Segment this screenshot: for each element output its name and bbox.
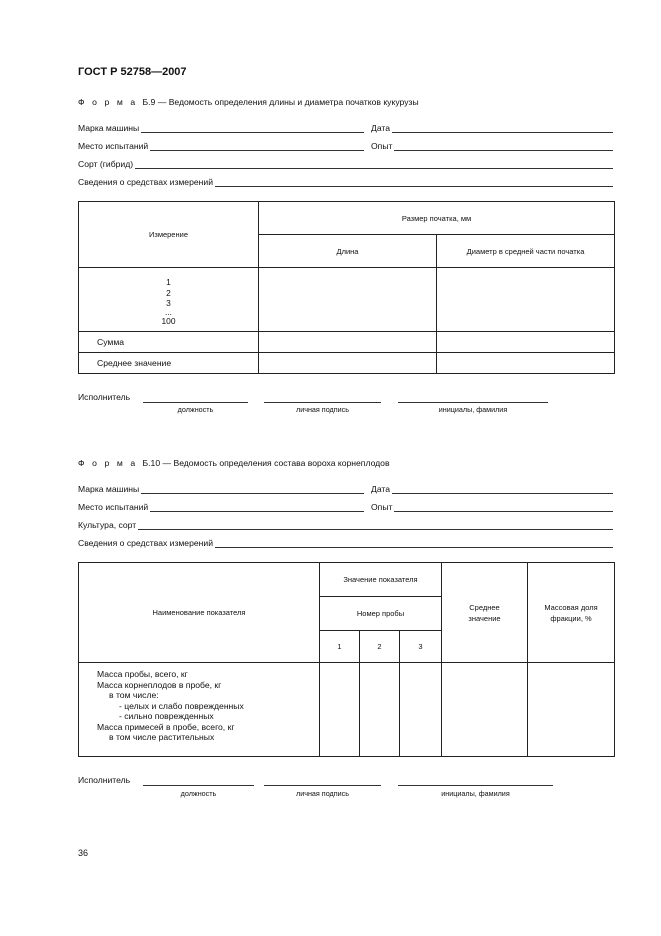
form9-position-line[interactable] <box>143 401 248 403</box>
page-number: 36 <box>78 848 89 858</box>
form9-executor-label: Исполнитель <box>78 392 131 402</box>
form9-label: Ф о р м а <box>78 97 138 107</box>
form9-col-size: Размер початка, мм <box>259 202 615 235</box>
form9-position-caption: должность <box>177 405 214 414</box>
form9-table <box>78 201 615 374</box>
form10-sample-2: 2 <box>360 631 400 663</box>
form10-label: Ф о р м а <box>78 458 138 468</box>
form10-col-mass-fraction-text: Массовая доля фракции, % <box>544 602 598 623</box>
form10-mass-fraction-cell[interactable] <box>528 663 615 757</box>
form9-variety-label: Сорт (гибрид) <box>78 159 134 169</box>
form9-instruments-field[interactable] <box>78 177 613 187</box>
form9-place-label: Место испытаний <box>78 141 149 151</box>
form9-date-label: Дата <box>371 123 391 133</box>
form10-col-value: Значение показателя <box>320 563 442 597</box>
list-item: 100 <box>161 315 176 326</box>
form9-machine-label: Марка машины <box>78 123 140 133</box>
form9-experiment-field[interactable] <box>371 141 613 151</box>
form10-title <box>78 458 390 468</box>
form9-title <box>78 97 419 107</box>
form10-col-name: Наименование показателя <box>79 563 320 663</box>
form10-initials-caption: инициалы, фамилия <box>441 789 510 798</box>
form9-measurement-list <box>79 268 259 332</box>
form10-col-mean-text: Среднее значение <box>468 602 501 623</box>
form9-variety-field[interactable] <box>78 159 613 169</box>
form10-executor-label: Исполнитель <box>78 775 131 785</box>
form9-sum-diameter-cell[interactable] <box>437 332 615 353</box>
form9-title-text: Б.9 — Ведомость определения длины и диаметра початков кукурузы <box>142 97 419 107</box>
list-item: в том числе: <box>109 690 159 700</box>
form9-signature-caption: личная подпись <box>296 405 349 414</box>
form9-sum-row: Сумма <box>79 332 259 353</box>
form10-indicators <box>79 663 320 757</box>
form10-place-field[interactable] <box>78 502 364 512</box>
form10-table <box>78 562 615 757</box>
form9-mean-row: Среднее значение <box>79 353 259 374</box>
list-item: 2 <box>166 287 171 298</box>
form9-experiment-label: Опыт <box>371 141 393 151</box>
form9-mean-length-cell[interactable] <box>259 353 437 374</box>
form9-length-cell[interactable] <box>259 268 437 332</box>
form9-initials-line[interactable] <box>398 401 548 403</box>
list-item: Масса корнеплодов в пробе, кг <box>97 679 222 690</box>
form10-mean-cell[interactable] <box>442 663 528 757</box>
list-item: Масса примесей в пробе, всего, кг <box>97 721 235 732</box>
form10-position-caption: должность <box>180 789 217 798</box>
form10-culture-label: Культура, сорт <box>78 520 137 530</box>
list-item: ... <box>165 306 172 317</box>
form10-initials-line[interactable] <box>398 784 553 786</box>
form10-experiment-label: Опыт <box>371 502 393 512</box>
form10-culture-field[interactable] <box>78 520 613 530</box>
form9-sum-length-cell[interactable] <box>259 332 437 353</box>
form9-machine-field[interactable] <box>78 123 364 133</box>
list-item: - целых и слабо поврежденных <box>119 700 244 711</box>
form10-instruments-field[interactable] <box>78 538 613 548</box>
form9-col-diameter: Диаметр в средней части початка <box>437 235 615 268</box>
list-item: 1 <box>166 277 171 287</box>
form10-position-line[interactable] <box>143 784 254 786</box>
form10-sample2-cell[interactable] <box>360 663 400 757</box>
form10-sample3-cell[interactable] <box>400 663 442 757</box>
form10-col-mean <box>442 563 528 663</box>
form10-col-mass-fraction <box>528 563 615 663</box>
form9-date-field[interactable] <box>371 123 613 133</box>
form9-mean-diameter-cell[interactable] <box>437 353 615 374</box>
form10-sample-1: 1 <box>320 631 360 663</box>
list-item: в том числе растительных <box>109 732 215 742</box>
document-header: ГОСТ Р 52758—2007 <box>78 66 187 78</box>
list-item: Масса пробы, всего, кг <box>97 669 188 679</box>
form10-date-label: Дата <box>371 484 391 494</box>
list-item: 3 <box>166 298 171 308</box>
form10-instruments-label: Сведения о средствах измерений <box>78 538 213 548</box>
form10-signature-caption: личная подпись <box>296 789 349 798</box>
form9-diameter-cell[interactable] <box>437 268 615 332</box>
form10-machine-field[interactable] <box>78 484 364 494</box>
list-item: - сильно поврежденных <box>119 711 214 721</box>
form10-sample1-cell[interactable] <box>320 663 360 757</box>
form9-col-measurement: Измерение <box>79 202 259 268</box>
form10-sample-3: 3 <box>400 631 442 663</box>
form9-signature-line[interactable] <box>264 401 381 403</box>
form10-place-label: Место испытаний <box>78 502 149 512</box>
form10-signature-line[interactable] <box>264 784 381 786</box>
form9-place-field[interactable] <box>78 141 364 151</box>
form10-date-field[interactable] <box>371 484 613 494</box>
form10-experiment-field[interactable] <box>371 502 613 512</box>
form10-title-text: Б.10 — Ведомость определения состава вороха корнеплодов <box>142 458 390 468</box>
form9-col-length: Длина <box>259 235 437 268</box>
form9-initials-caption: инициалы, фамилия <box>438 405 508 414</box>
form10-machine-label: Марка машины <box>78 484 140 494</box>
form9-instruments-label: Сведения о средствах измерений <box>78 177 213 187</box>
form10-col-sample-no: Номер пробы <box>320 597 442 631</box>
